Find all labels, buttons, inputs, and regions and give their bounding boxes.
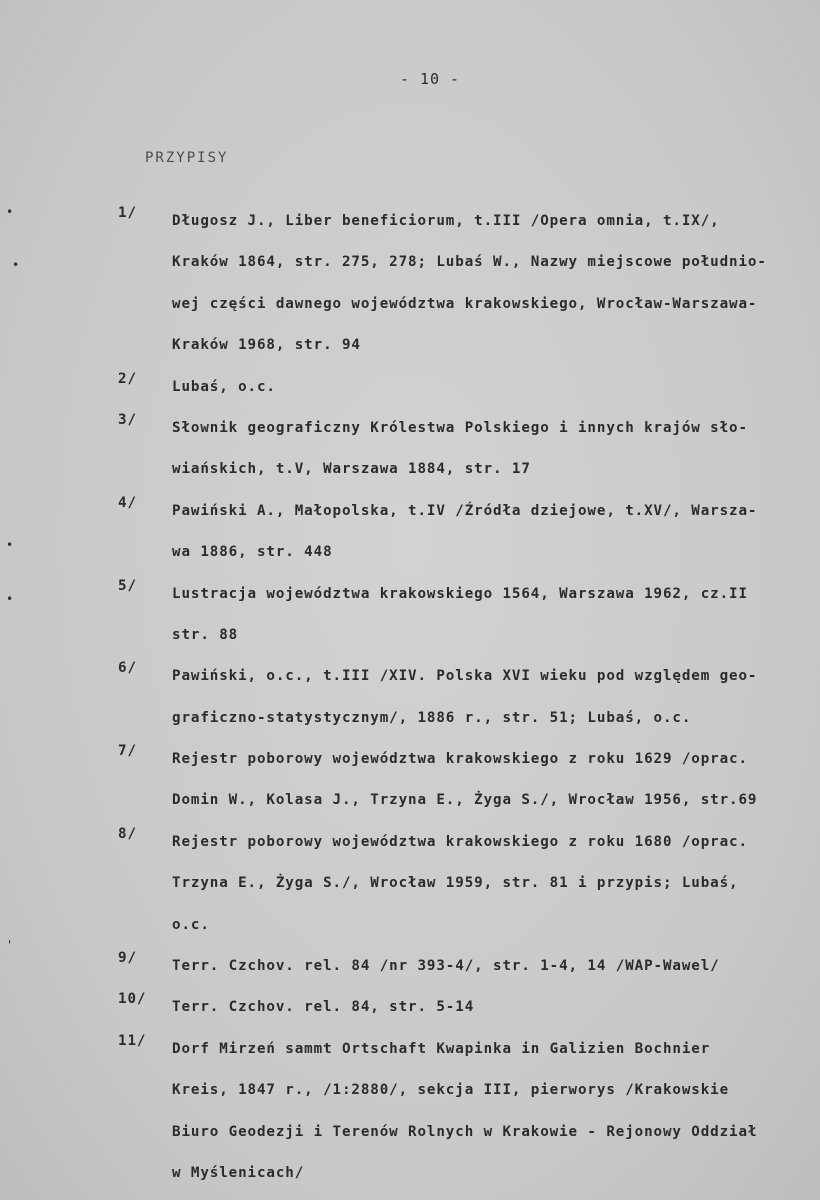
footnote-line: Lubaś, o.c. (172, 378, 276, 395)
section-heading: PRZYPISY (145, 150, 229, 166)
footnote-line: w Myślenicach/ (172, 1164, 305, 1181)
footnote (118, 495, 818, 578)
footnote-line: Kraków 1864, str. 275, 278; Lubaś W., Nazwy miejscowe południo- (172, 254, 767, 271)
footnote-number: 1/ (118, 205, 137, 221)
footnote-line: Trzyna E., Żyga S./, Wrocław 1959, str. 81 i przypis; Lubaś, (172, 875, 739, 892)
footnote-line: Słownik geograficzny Królestwa Polskiego i innych krajów sło- (172, 419, 748, 436)
footnote-number: 7/ (118, 743, 137, 760)
footnote-line: Rejestr poborowy województwa krakowskiego z roku 1680 /oprac. (172, 833, 748, 850)
footnote-line: Pawiński A., Małopolska, t.IV /Źródła dziejowe, t.XV/, Warsza- (172, 502, 758, 519)
footnote-line: Terr. Czchov. rel. 84 /nr 393-4/, str. 1-4, 14 /WAP-Wawel/ (172, 958, 720, 975)
footnote-line: Długosz J., Liber beneficiorum, t.III /Opera omnia, t.IX/, (172, 213, 720, 229)
footnote-number: 9/ (118, 950, 137, 967)
footnote-line: str. 88 (172, 626, 239, 643)
footnote-number: 10/ (118, 991, 147, 1008)
footnote-text (172, 371, 818, 412)
margin-mark: • (6, 592, 14, 606)
footnote (118, 950, 818, 991)
footnote-line: Biuro Geodezji i Terenów Rolnych w Krakowie - Rejonowy Oddział (172, 1123, 758, 1140)
footnote (118, 991, 818, 1032)
footnote-line: wa 1886, str. 448 (172, 544, 333, 561)
margin-mark: ' (6, 938, 14, 952)
page-number: - 10 - (399, 70, 461, 88)
footnote (118, 1033, 818, 1199)
footnote-number: 11/ (118, 1032, 147, 1049)
footnote-line: Dorf Mirzeń sammt Ortschaft Kwapinka in Galizien Bochnier (172, 1040, 711, 1057)
margin-mark: • (6, 205, 14, 219)
footnote-text (172, 495, 818, 578)
footnote-text (172, 743, 818, 826)
footnote (118, 743, 818, 826)
margin-mark: • (12, 258, 20, 272)
footnote-line: o.c. (172, 916, 210, 933)
footnote-text (172, 950, 818, 991)
footnote-line: Domin W., Kolasa J., Trzyna E., Żyga S./, Wrocław 1956, str.69 (172, 792, 758, 809)
footnote (118, 578, 818, 661)
footnote-text (172, 1033, 818, 1199)
footnote (118, 660, 818, 743)
footnote-line: wej części dawnego województwa krakowskiego, Wrocław-Warszawa- (172, 295, 758, 312)
footnotes-list (118, 205, 818, 1198)
footnote-text (172, 205, 818, 371)
footnote-line: Terr. Czchov. rel. 84, str. 5-14 (172, 999, 475, 1016)
footnote-number: 3/ (118, 411, 137, 428)
footnote-line: Rejestr poborowy województwa krakowskiego z roku 1629 /oprac. (172, 751, 748, 768)
footnote (118, 826, 818, 950)
footnote-line: Kraków 1968, str. 94 (172, 337, 361, 354)
footnote-number: 4/ (118, 494, 137, 511)
footnote-text (172, 578, 818, 661)
footnote-text (172, 660, 818, 743)
footnote (118, 412, 818, 495)
footnote-line: wiańskich, t.V, Warszawa 1884, str. 17 (172, 461, 531, 478)
footnote-text (172, 991, 818, 1032)
footnote-text (172, 412, 818, 495)
footnote-line: Kreis, 1847 r., /1:2880/, sekcja III, pierworys /Krakowskie (172, 1082, 730, 1099)
footnote-line: Pawiński, o.c., t.III /XIV. Polska XVI wieku pod względem geo- (172, 668, 758, 685)
footnote (118, 205, 818, 371)
footnote-number: 5/ (118, 577, 137, 594)
footnote-text (172, 826, 818, 950)
margin-mark: • (6, 538, 14, 552)
footnote-number: 8/ (118, 825, 137, 842)
footnote (118, 371, 818, 412)
footnote-number: 2/ (118, 370, 137, 387)
footnote-number: 6/ (118, 660, 137, 677)
footnote-line: Lustracja województwa krakowskiego 1564, Warszawa 1962, cz.II (172, 585, 748, 602)
footnote-line: graficzno-statystycznym/, 1886 r., str. 51; Lubaś, o.c. (172, 709, 692, 726)
